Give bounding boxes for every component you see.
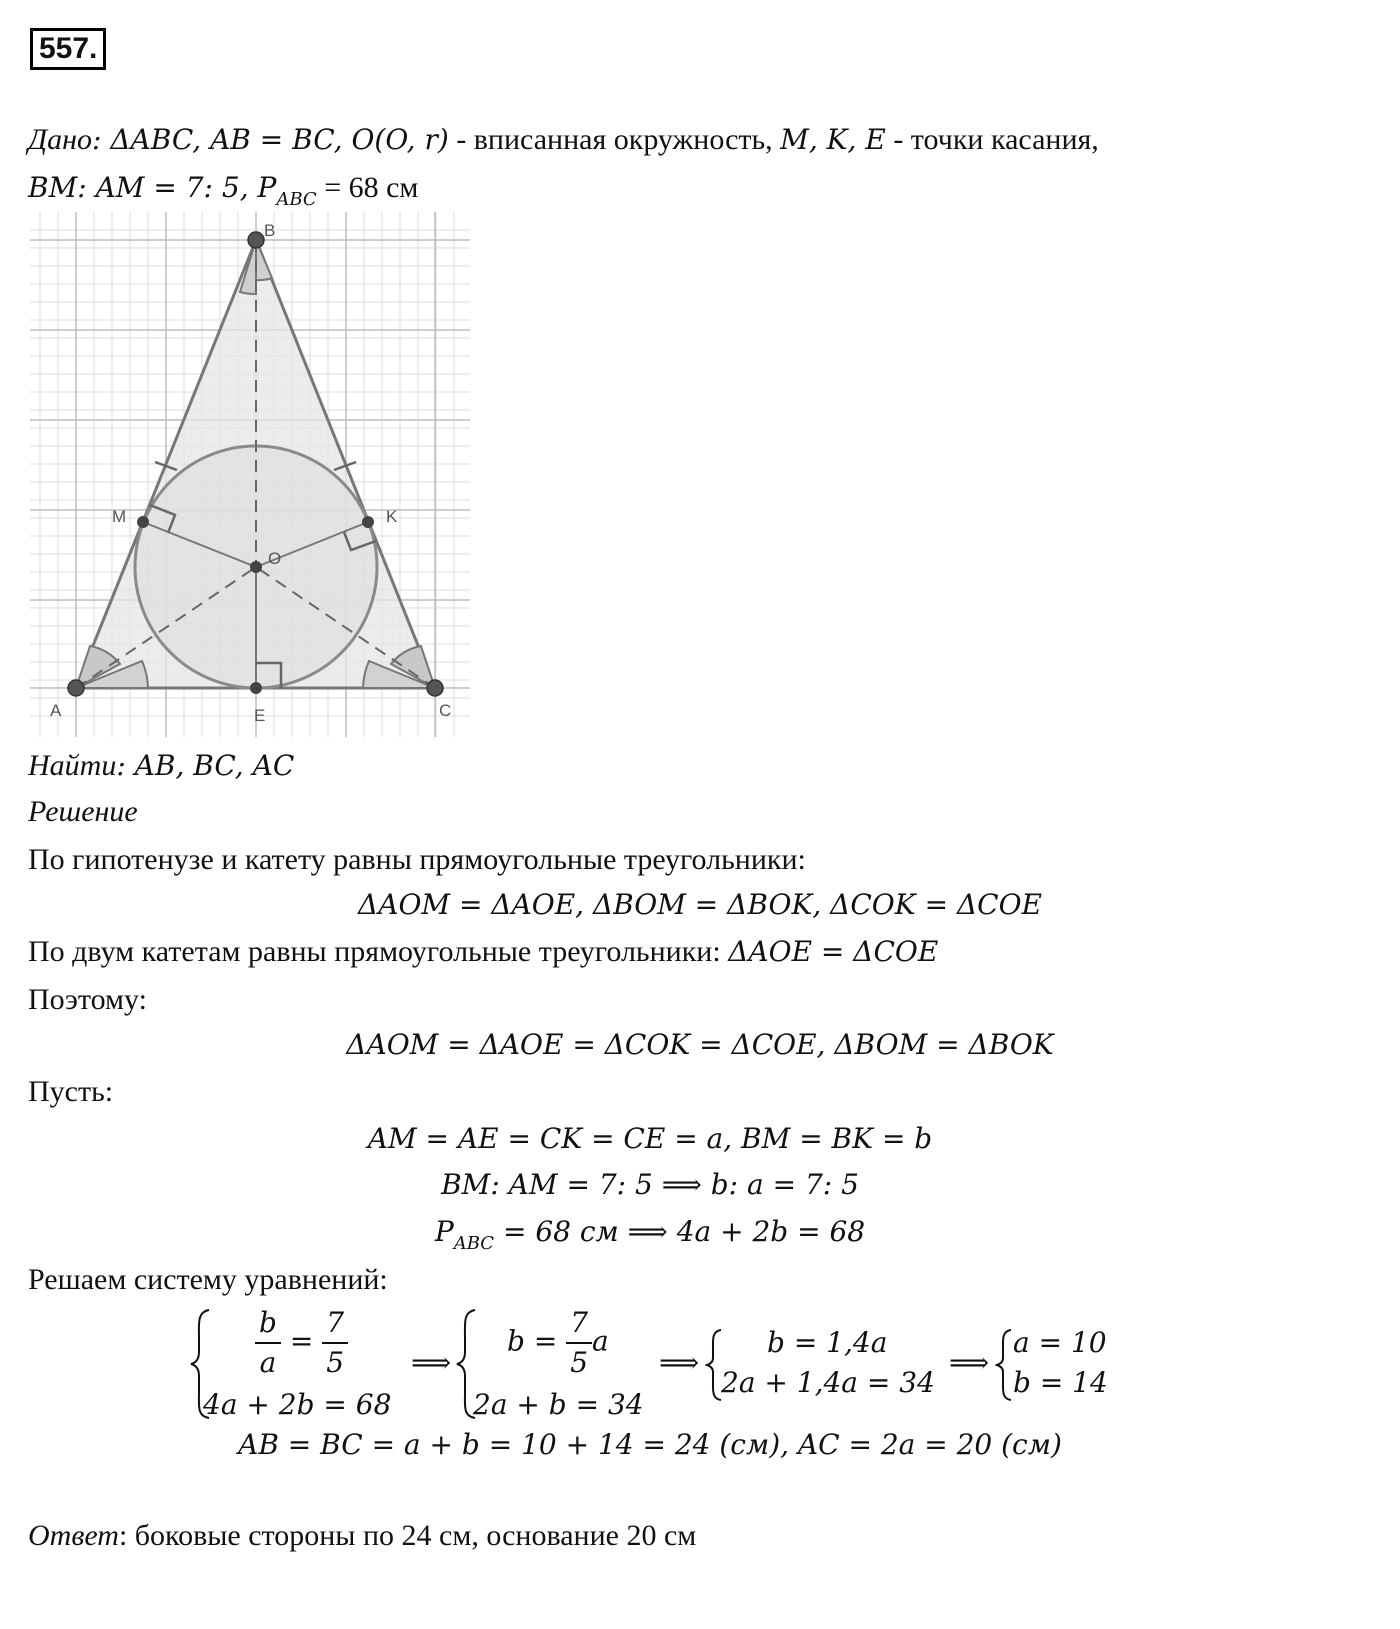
point-e xyxy=(250,682,262,694)
point-m xyxy=(137,516,149,528)
solution-p5: Решаем систему уравнений: xyxy=(28,1263,388,1296)
problem-number: 557. xyxy=(30,28,106,70)
solution-eq1: ΔAOM = ΔAOE, ΔBOM = ΔBOK, ΔCOK = ΔCOE xyxy=(358,888,1042,921)
point-c xyxy=(427,680,443,696)
answer-value: : боковые стороны по 24 см, основание 20 см xyxy=(118,1519,697,1552)
point-o xyxy=(250,561,262,573)
solution-eq5 xyxy=(0,1215,1350,1254)
solution-p2-math: ΔAOE = ΔCOE xyxy=(728,935,939,968)
answer-line xyxy=(28,1518,696,1554)
label-b: B xyxy=(264,221,276,240)
point-k xyxy=(362,516,374,528)
find-line xyxy=(28,748,294,784)
sys2-row2: 2a + b = 34 xyxy=(473,1388,644,1421)
given-math-2: M, K, E xyxy=(780,123,886,156)
frac-b-a: $\frac{b}{a}$ xyxy=(255,1304,281,1382)
label-e: E xyxy=(254,706,266,725)
arrow-2: ⟹ xyxy=(659,1346,700,1379)
sys4-row2: b = 14 xyxy=(1013,1366,1108,1399)
frac-7-5: $\frac{7}{5}$ xyxy=(322,1304,348,1382)
arrow-1: ⟹ xyxy=(411,1346,452,1379)
sys3-row1: b = 1,4a xyxy=(767,1326,888,1359)
sys4-row1: a = 10 xyxy=(1013,1326,1107,1359)
given-perimeter-sub: ABC xyxy=(276,189,317,210)
sys1-eq-sign: = xyxy=(289,1324,314,1358)
solution-p2: По двум катетам равны прямоугольные треугольники: xyxy=(28,935,729,968)
sys1-row1 xyxy=(255,1304,348,1382)
solution-eq2: ΔAOM = ΔAOE = ΔCOK = ΔCOE, ΔBOM = ΔBOK xyxy=(346,1028,1054,1061)
eq5-p: P xyxy=(434,1215,454,1248)
solution-p2-line xyxy=(28,934,938,970)
solution-p1: По гипотенузе и катету равны прямоугольные треугольники: xyxy=(28,843,806,876)
solution-p4: Пусть: xyxy=(28,1075,114,1108)
triangle-figure xyxy=(30,212,475,742)
answer-label: Ответ xyxy=(28,1519,119,1552)
given-text-2: - точки касания, xyxy=(885,123,1099,156)
given-line-2 xyxy=(28,170,418,218)
equation-system xyxy=(185,1300,1185,1430)
solution-eq6: AB = BC = a + b = 10 + 14 = 24 (см), AC = 2a = 20 (см) xyxy=(238,1428,1062,1461)
label-m: M xyxy=(112,507,127,526)
sys1-row2: 4a + 2b = 68 xyxy=(203,1388,392,1421)
arrow-3: ⟹ xyxy=(949,1346,990,1379)
point-b xyxy=(248,232,264,248)
given-ratio-perimeter: BM: AM = 7: 5, P xyxy=(28,171,277,204)
given-perimeter-tail: = 68 см xyxy=(316,171,419,204)
sys2-b: b = xyxy=(507,1324,558,1358)
sys3-row2: 2a + 1,4a = 34 xyxy=(721,1366,935,1399)
frac-7-5-b: $\frac{7}{5}$ xyxy=(566,1304,592,1382)
given-label: Дано xyxy=(28,123,92,156)
find-value: : AB, BC, AC xyxy=(116,749,295,782)
solution-label: Решение xyxy=(28,795,138,828)
eq5-sub: ABC xyxy=(453,1233,495,1254)
given-text-1: - вписанная окружность, xyxy=(448,123,781,156)
brace-icon xyxy=(995,1328,1013,1402)
label-c: C xyxy=(439,701,452,720)
label-k: K xyxy=(386,507,398,526)
solution-eq3: AM = AE = CK = CE = a, BM = BK = b xyxy=(367,1122,933,1155)
solution-eq4: BM: AM = 7: 5 ⟹ b: a = 7: 5 xyxy=(441,1168,859,1201)
solution-p3: Поэтому: xyxy=(28,983,147,1016)
sys2-a: a xyxy=(592,1324,609,1358)
label-o: O xyxy=(268,549,282,568)
sys2-row1 xyxy=(507,1304,609,1382)
given-line-1 xyxy=(28,122,1099,158)
given-math-1: : ΔABC, AB = BC, O(O, r) xyxy=(91,123,449,156)
eq5-tail: = 68 см ⟹ 4a + 2b = 68 xyxy=(494,1215,866,1248)
label-a: A xyxy=(50,701,62,720)
find-label: Найти xyxy=(28,749,117,782)
point-a xyxy=(68,680,84,696)
